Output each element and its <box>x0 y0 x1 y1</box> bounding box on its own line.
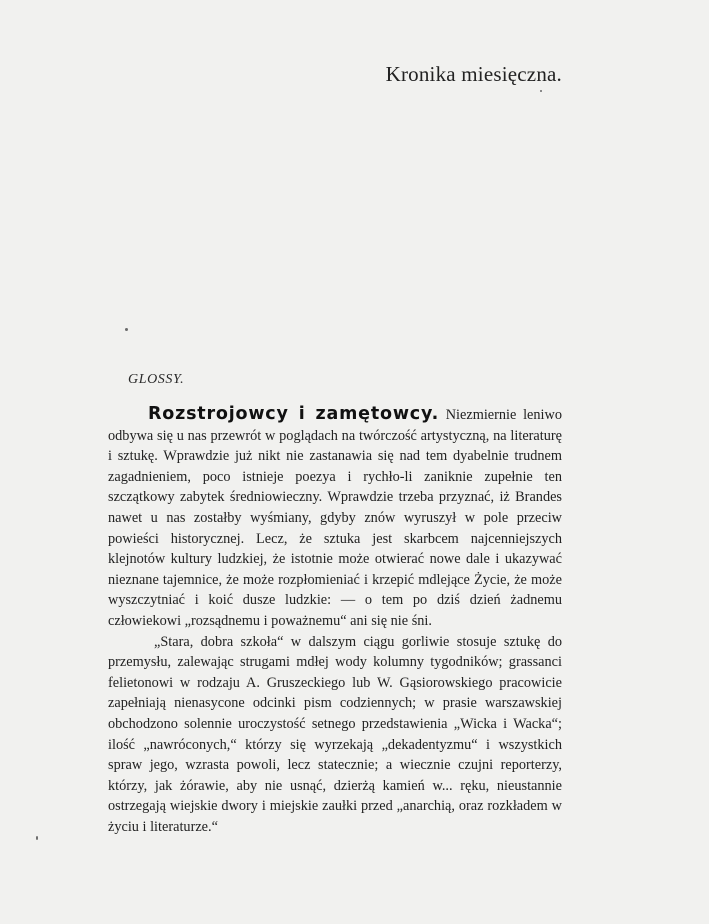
section-label: GLOSSY. <box>128 372 185 387</box>
paragraph-2: „Stara, dobra szkoła“ w dalszym ciągu gorliwie stosuje sztukę do przemysłu, zalewając strugami mdłej wody kolumny tygodników; grassanci felietonowi w rodzaju A. Gruszeckiego lub W. Gąsiorowskiego pracowicie zapełniają nienasycone odcinki pism codziennych; w prasie warszawskiej obchodzono solennie uroczystość setnego przedstawienia „Wicka i Wacka“; ilość „nawróconych,“ którzy się wyrzekają „dekadentyzmu“ i wszystkich spraw jego, wzrasta powoli, lecz statecznie; a wiecznie czujni reporterzy, którzy, jak żórawie, aby nie usnąć, dzierżą kamień w... ręku, nieustannie ostrzegają wiejskie dwory i miejskie zaułki przed „anarchią, oraz rozkładem w życiu i literaturze.“ <box>108 633 562 835</box>
paragraph-1-text: Niezmiernie leniwo odbywa się u nas przewrót w poglądach na twórczość artystyczną, na literaturę i sztukę. Wprawdzie już nikt nie zastanawia się nad tem dyabelnie trudnem zagadnieniem, poco istnieje poezya i rychło-li zaniknie zupełnie ten szczątkowy zabytek średniowieczny. Wprawdzie trzeba przyznać, iż Brandes nawet u nas zostałby wyśmiany, gdyby znów wyruszył w pole przeciw powieści historycznej. Lecz, że sztuka jest skarbcem najcenniejszych klejnotów kultury ludzkiej, że istotnie może otwierać nowe dale i ukazywać nieznane tajemnice, że może rozpłomieniać i krzepić mdlejące Życie, że może wyszczytniać i koić dusze ludzkie: — o tem po dziś dzień żadnemu człowiekowi „rozsądnemu i poważnemu“ ani się nie śni. <box>108 407 562 629</box>
print-speck <box>36 836 38 840</box>
print-speck <box>540 90 542 92</box>
paragraph-1 <box>108 404 562 632</box>
print-speck <box>125 328 128 331</box>
running-header: Kronika miesięczna. <box>385 62 562 86</box>
article-title: Rozstrojowcy i zamętowcy. <box>148 404 440 424</box>
article-body <box>108 404 562 837</box>
